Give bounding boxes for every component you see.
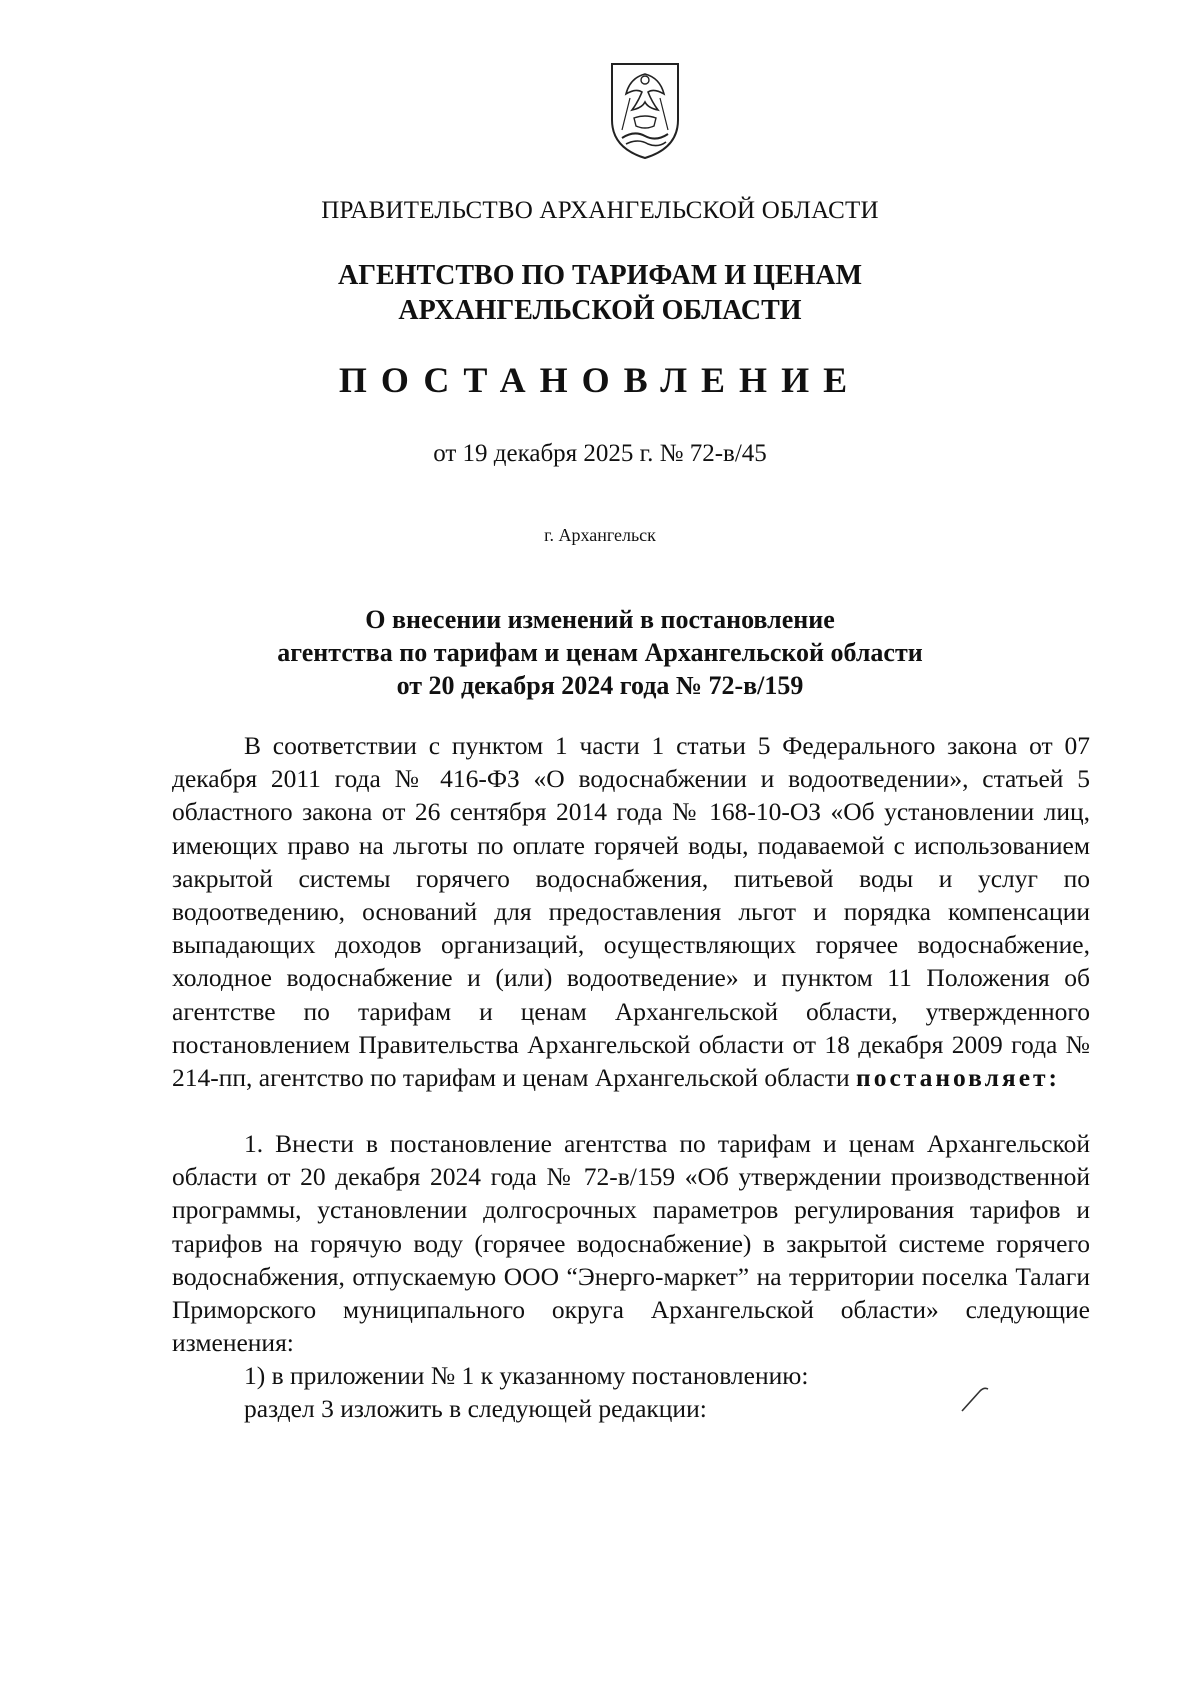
section-3-line: раздел 3 изложить в следующей редакции: <box>244 1394 707 1423</box>
document-subject <box>0 603 1200 702</box>
resolves-word: постановляет: <box>856 1063 1061 1093</box>
preamble-text: В соответствии с пунктом 1 части 1 статьи 5 Федерального закона от 07 декабря 2011 года № 416-ФЗ «О водоснабжении и водоотведении», статьей 5 областного закона от 26 сентября 2014 года № 168-10-ОЗ «Об установлении лиц, имеющих право на льготы по оплате горячей воды, подаваемой с использованием закрытой системы горячего водоснабжения, питьевой воды и услуг по водоотведению, оснований для предоставления льгот и порядка компенсации выпадающих доходов организаций, осуществляющих горячее водоснабжение, холодное водоснабжение и (или) водоотведение» и пунктом 11 Положения об агентстве по тарифам и ценам Архангельской области, утвержденного постановлением Правительства Архангельской области от 18 декабря 2009 года № 214-пп, агентство по тарифам и ценам Архангельской области <box>172 731 1090 1093</box>
document-city: г. Архангельск <box>544 525 656 545</box>
document-type: ПОСТАНОВЛЕНИЕ <box>338 360 862 400</box>
preamble-paragraph <box>172 729 1090 1094</box>
coat-of-arms-icon <box>608 58 682 162</box>
agency-name-line-1: АГЕНТСТВО ПО ТАРИФАМ И ЦЕНАМ <box>337 260 863 291</box>
document-date-number: от 19 декабря 2025 г. № 72-в/45 <box>433 440 767 467</box>
item-1-paragraph: 1. Внести в постановление агентства по тарифам и ценам Архангельской области от 20 декабря 2024 года № 72-в/159 «Об утверждении производственной программы, установлении долгосрочных параметров регулирования тарифов и тарифов на горячую воду (горячее водоснабжение) в закрытой системе горячего водоснабжения, отпускаемую ООО “Энерго-маркет” на территории поселка Талаги Приморского муниципального округа Архангельской области» следующие изменения: <box>172 1129 1090 1358</box>
subject-line-2: агентства по тарифам и ценам Архангельской области <box>277 638 923 667</box>
agency-name <box>0 258 1200 328</box>
agency-name-line-2: АРХАНГЕЛЬСКОЙ ОБЛАСТИ <box>398 295 802 326</box>
subitem-1-paragraph: 1) в приложении № 1 к указанному постановлению: <box>244 1361 809 1390</box>
subject-line-1: О внесении изменений в постановление <box>365 605 835 634</box>
subject-line-3: от 20 декабря 2024 года № 72-в/159 <box>396 671 804 700</box>
government-name: ПРАВИТЕЛЬСТВО АРХАНГЕЛЬСКОЙ ОБЛАСТИ <box>321 197 879 224</box>
pen-mark-icon <box>958 1381 998 1415</box>
